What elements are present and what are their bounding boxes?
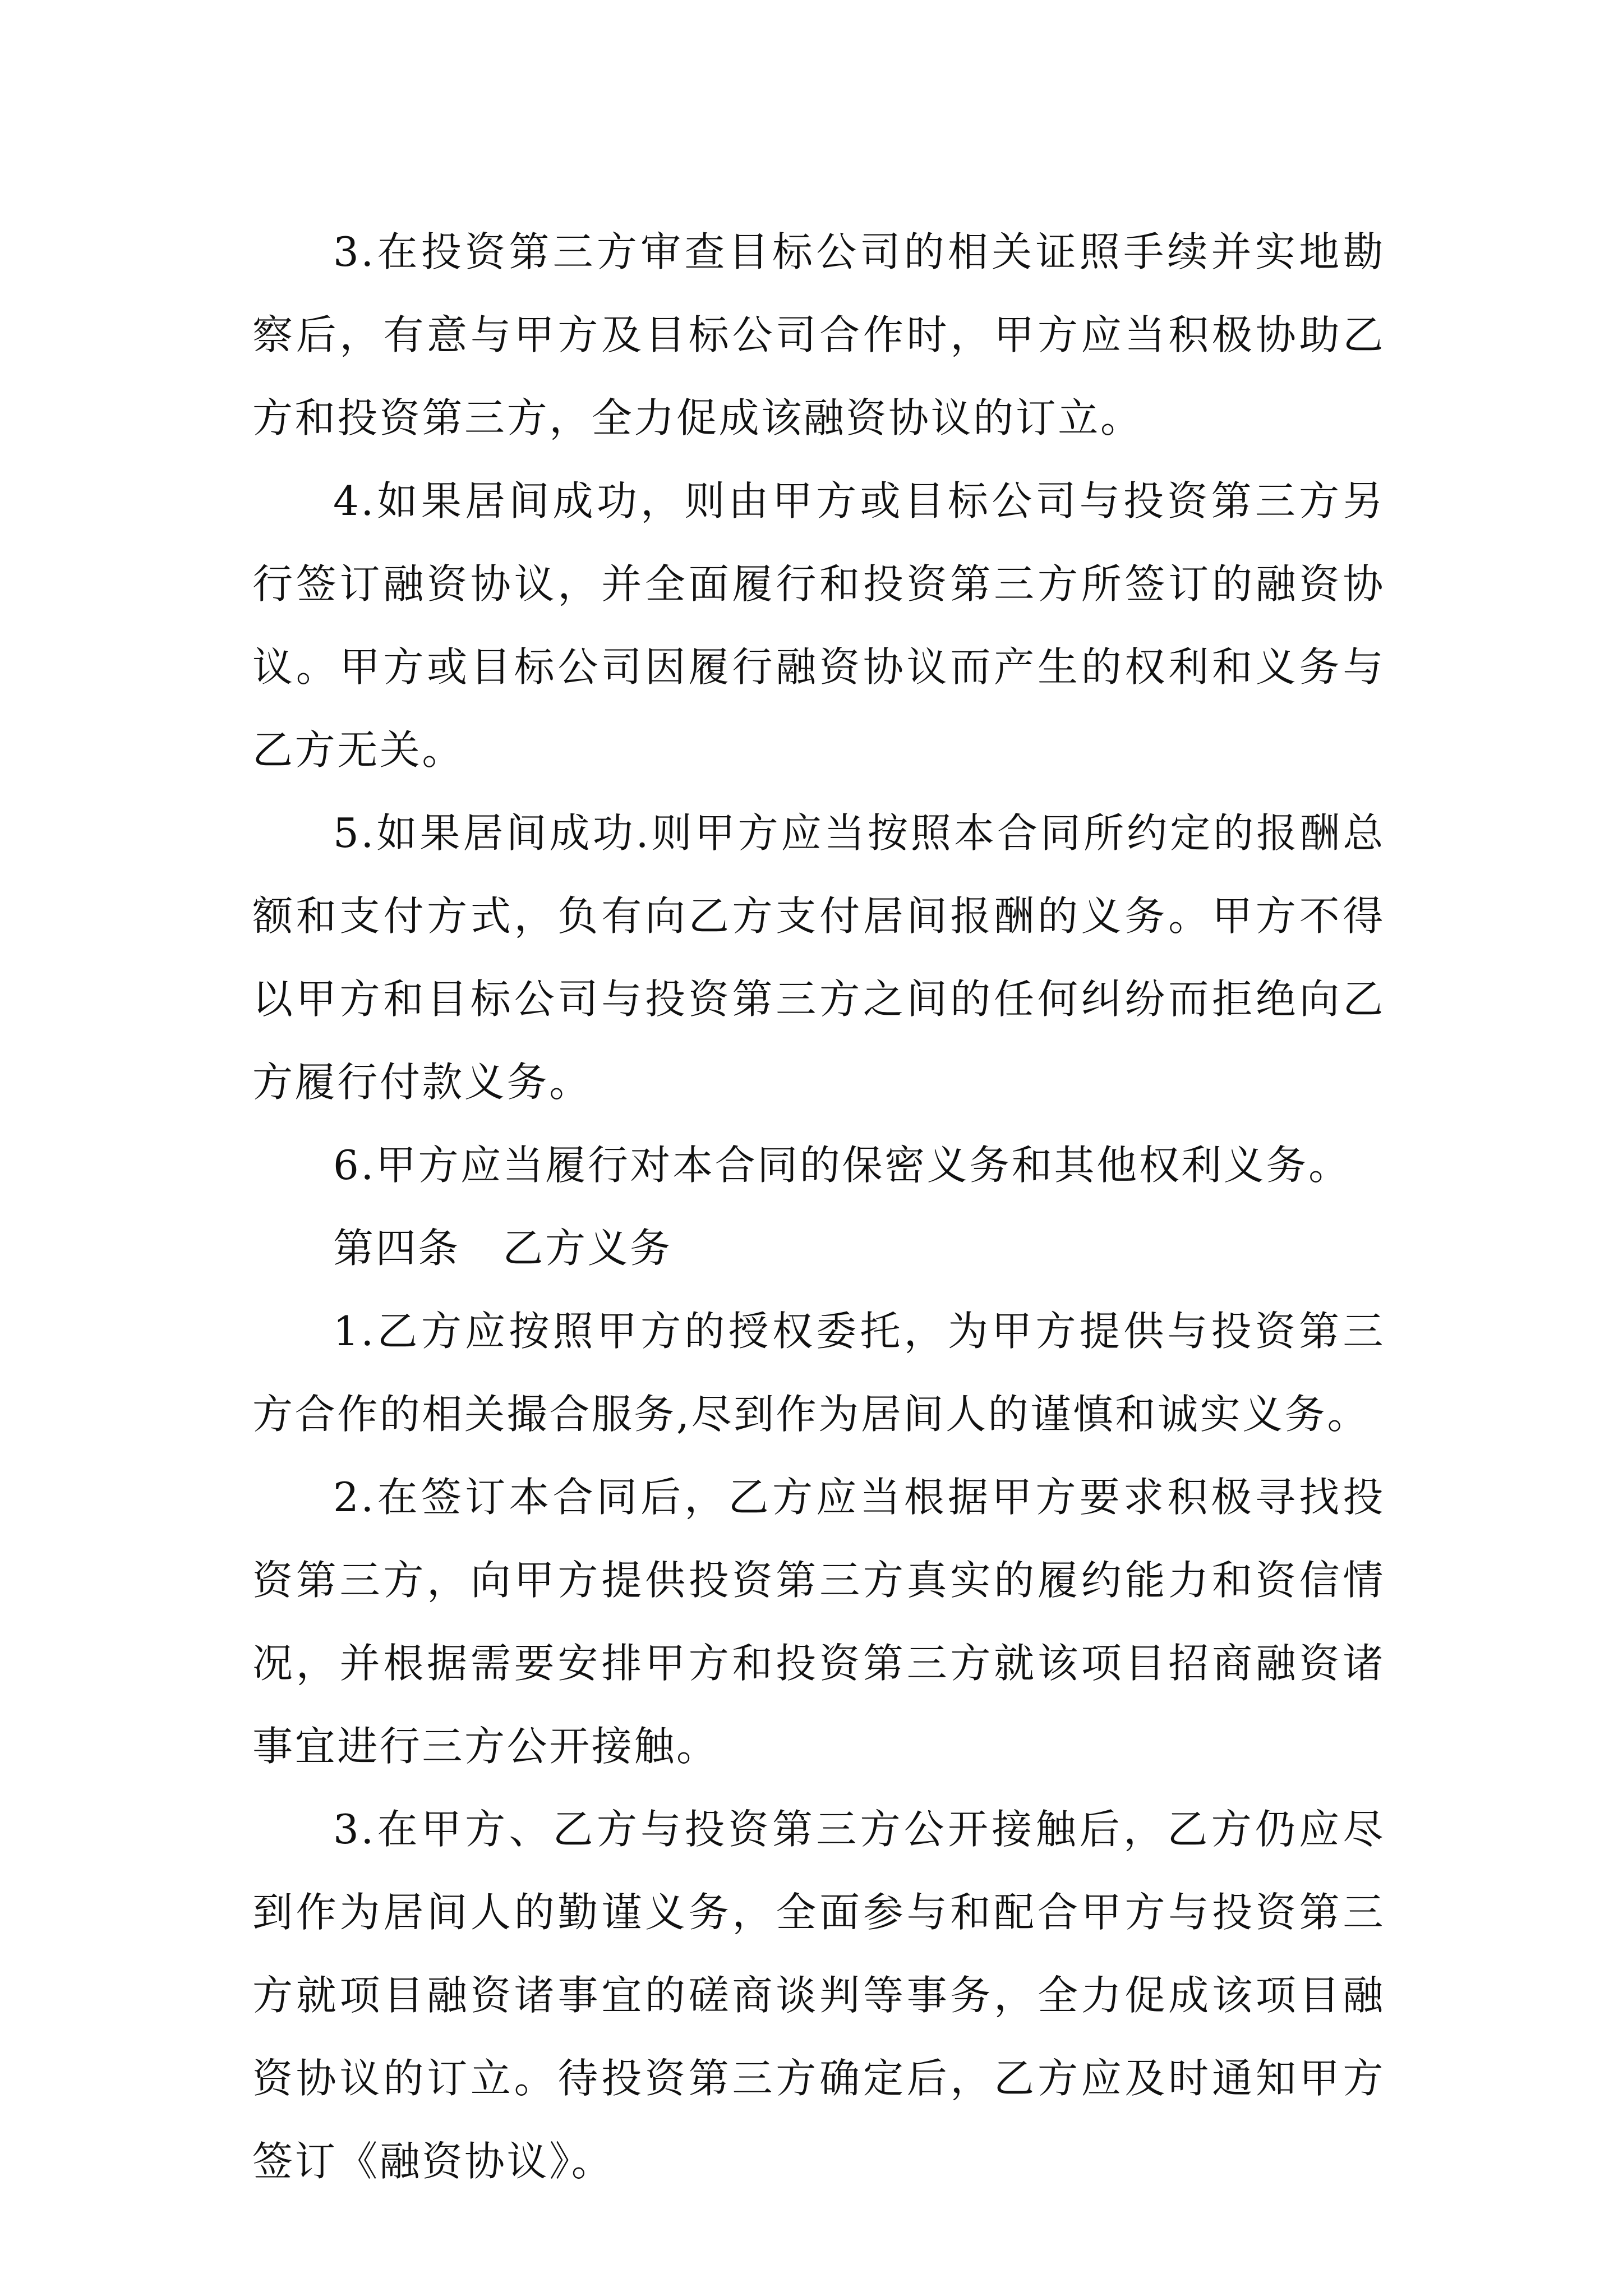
- paragraph-item-3: 3.在投资第三方审查目标公司的相关证照手续并实地勘察后，有意与甲方及目标公司合作时，甲方应当积极协助乙方和投资第三方，全力促成该融资协议的订立。: [252, 228, 1385, 441]
- paragraph-item-6: 6.甲方应当履行对本合同的保密义务和其他权利义务。: [333, 1142, 1351, 1189]
- section-paragraph-3: 3.在甲方、乙方与投资第三方公开接触后，乙方仍应尽到作为居间人的勤谨义务，全面参与和配合甲方与投资第三方就项目融资诸事宜的磋商谈判等事务，全力促成该项目融资协议的订立。待投资第三方确定后，乙方应及时通知甲方签订《融资协议》。: [252, 1806, 1385, 2185]
- document-body: [252, 210, 1385, 2203]
- section-paragraph-2: 2.在签订本合同后，乙方应当根据甲方要求积极寻找投资第三方，向甲方提供投资第三方真实的履约能力和资信情况，并根据需要安排甲方和投资第三方就该项目招商融资诸事宜进行三方公开接触。: [252, 1474, 1385, 1770]
- section-heading: 第四条 乙方义务: [333, 1225, 672, 1272]
- section-paragraph-1: 1.乙方应按照甲方的授权委托，为甲方提供与投资第三方合作的相关撮合服务,尽到作为居间人的谨慎和诚实义务。: [252, 1308, 1385, 1438]
- paragraph-item-4: 4.如果居间成功，则由甲方或目标公司与投资第三方另行签订融资协议，并全面履行和投资第三方所签订的融资协议。甲方或目标公司因履行融资协议而产生的权利和义务与乙方无关。: [252, 477, 1385, 774]
- paragraph-item-5: 5.如果居间成功.则甲方应当按照本合同所约定的报酬总额和支付方式，负有向乙方支付居间报酬的义务。甲方不得以甲方和目标公司与投资第三方之间的任何纠纷而拒绝向乙方履行付款义务。: [252, 809, 1385, 1106]
